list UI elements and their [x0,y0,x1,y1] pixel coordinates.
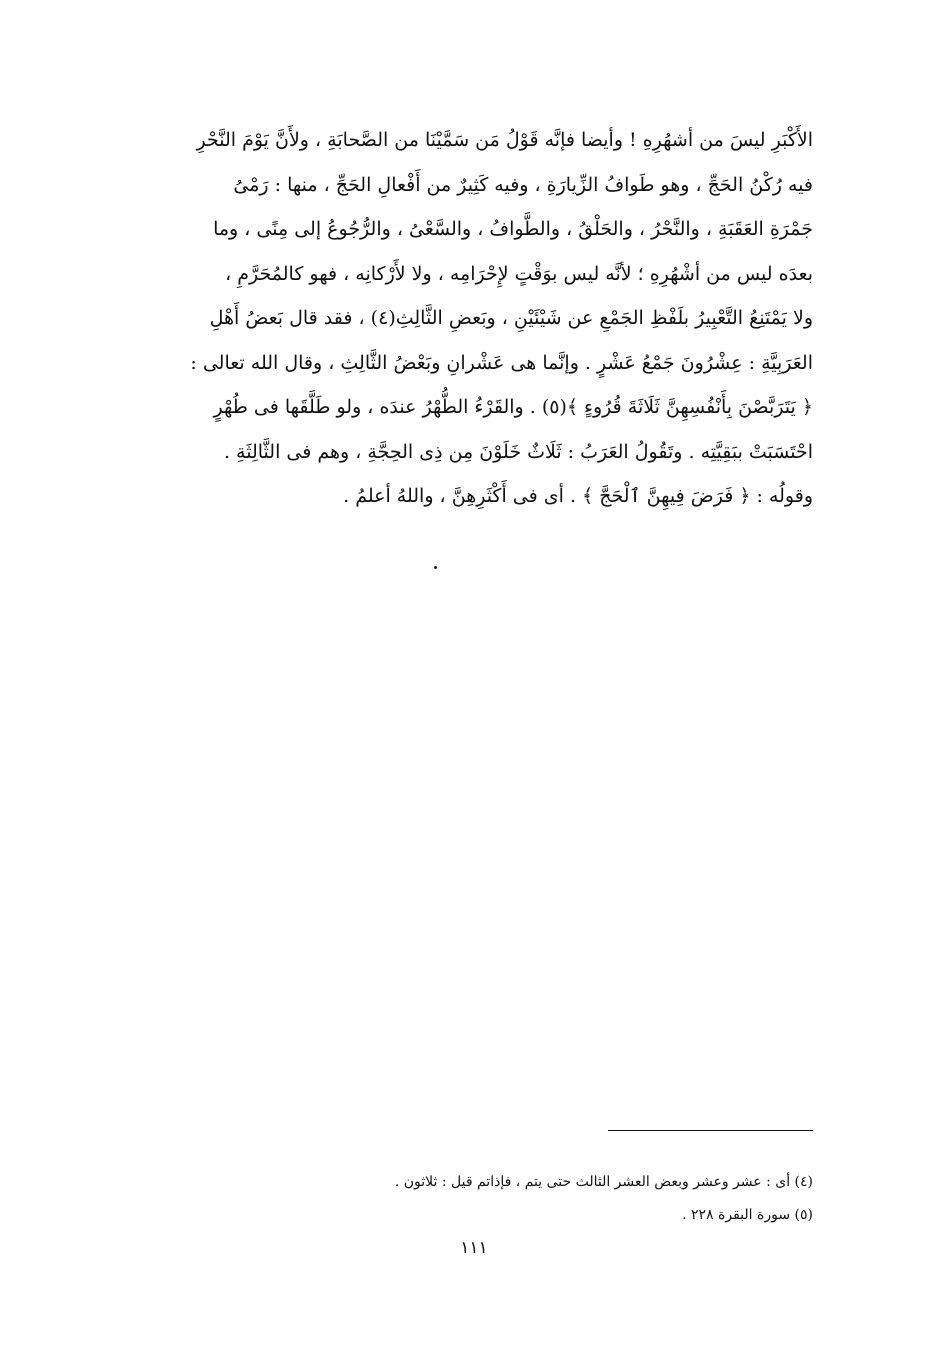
footnote-5: (٥) سورة البقرة ٢٢٨ . [682,1207,813,1223]
main-text-block [133,118,813,519]
stray-mark [434,566,437,569]
text-line: جَمْرَةِ العَقَبَةِ ، والنَّحْرُ ، والحَلْقُ ، والطَّوافُ ، والسَّعْىُ ، والرُّجُوعُ إلى مِنًى ، وما [213,218,813,240]
text-line: وقولُه : ﴿ فَرَضَ فِيهِنَّ ٱلْحَجَّ ﴾ . أى فى أَكْثَرِهِنَّ ، واللهُ أعلمُ . [343,485,813,507]
text-line: فيه رُكْنُ الحَجِّ ، وهو طَوافُ الزِّيارَةِ ، وفيه كَثِيرٌ من أَفْعالِ الحَجِّ ، منها : رَمْىُ [233,173,813,196]
footnotes-block [133,1166,813,1232]
page-number: ١١١ [460,1238,488,1258]
text-line: بعدَه ليس من أشْهُرِهِ ؛ لأنَّه ليس بوَقْتٍ لإِحْرَامِه ، ولا لأَرْكانِه ، فهو كالمُحَرَّمِ ، [225,262,813,285]
text-line: ﴿ يَتَرَبَّصْنَ بِأَنْفُسِهِنَّ ثَلَاثَةَ قُرُوءٍ ﴾(٥) . والقَرْءُ الطُّهْرُ عندَه ، ولو طَلَّقَها فى طُهْرٍ [213,396,813,418]
footnote-divider [608,1130,813,1131]
text-line: العَرَبِيَّةِ : عِشْرُونَ جَمْعُ عَشْرٍ . وإنَّما هى عَشْرانِ وبَعْضُ الثَّالِثِ ، وقال الله تعالى : [190,351,813,374]
text-line: الأَكْبَرِ ليسَ من أشهُرِهِ ! وأيضا فإنَّه قَوْلُ مَن سَمَّيْنَا من الصَّحابَةِ ، ولأَنَّ يَوْمَ النَّحْرِ [196,129,813,151]
text-line: احْتَسَبَتْ ببَقِيَّتِه . وتَقُولُ العَرَبُ : ثَلَاثٌ خَلَوْنَ مِن ذِى الحِجَّةِ ، وهم فى الثَّالِثَةِ . [223,440,813,463]
footnote-4: (٤) أى : عشر وعشر وبعض العشر الثالث حتى يتم ، فإذاتم قيل : ثلاثون . [394,1174,813,1190]
text-line: ولا يَمْتَنِعُ التَّعْبِيرُ بلَفْظِ الجَمْعِ عن شَيْئَيْنِ ، وبَعضِ الثَّالِثِ(٤) ، فقد قال بَعضُ أَهْلِ [209,307,813,329]
